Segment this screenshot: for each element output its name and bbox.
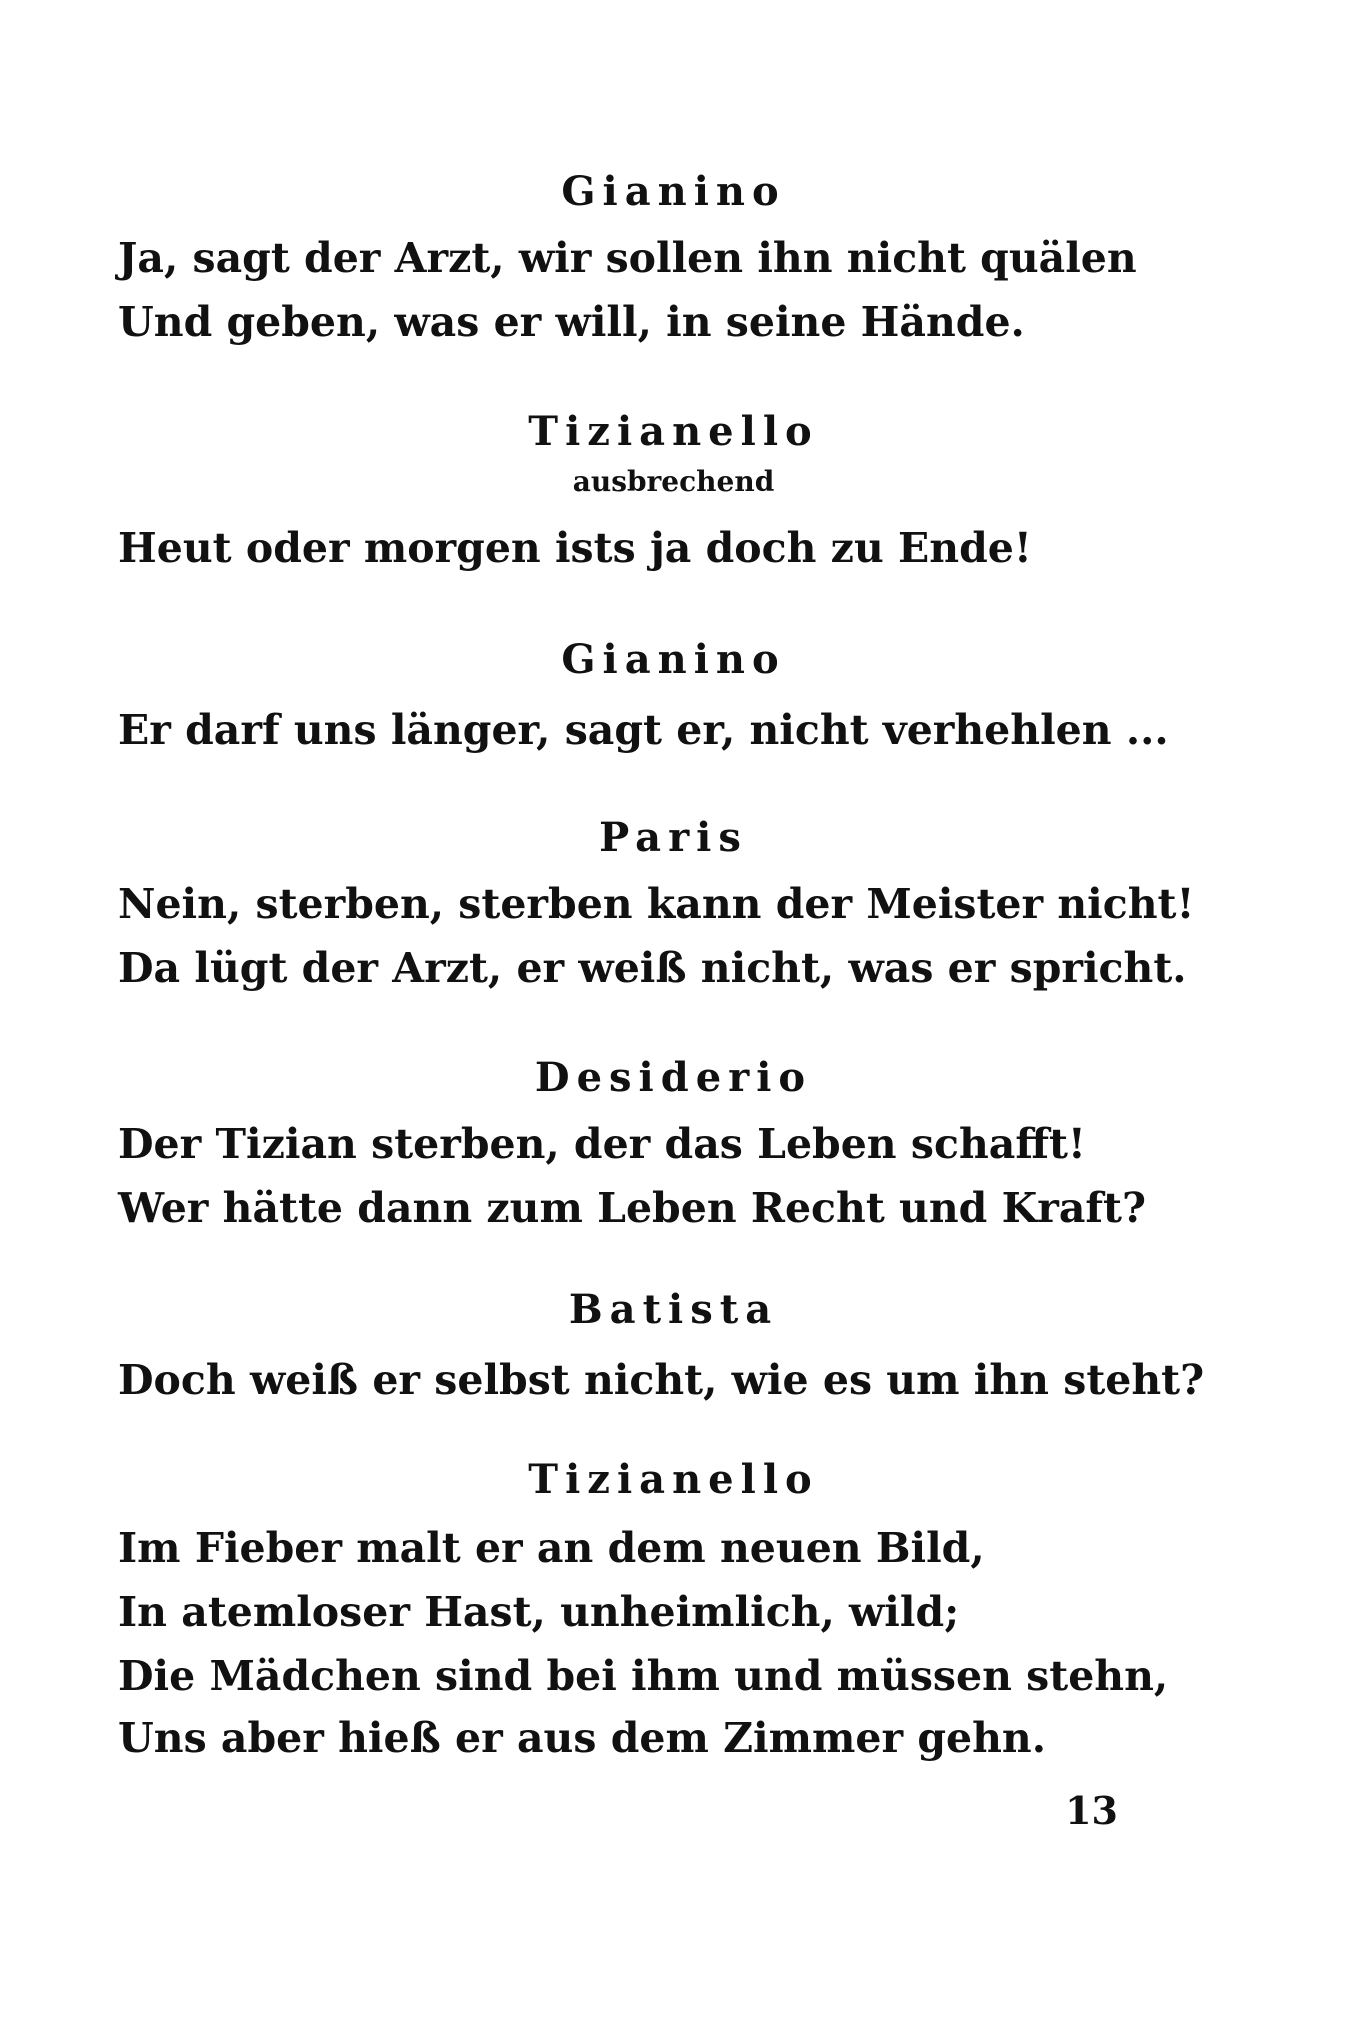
speaker-name: Paris: [599, 814, 748, 861]
speaker-name: Gianino: [561, 636, 786, 683]
verse-line: In atemloser Hast, unheimlich, wild;: [118, 1588, 960, 1636]
verse-line: Die Mädchen sind bei ihm und müssen stehn,: [118, 1652, 1169, 1700]
verse-line: Der Tizian sterben, der das Leben schafft!: [118, 1120, 1086, 1168]
verse-line: Ja, sagt der Arzt, wir sollen ihn nicht quälen: [118, 234, 1137, 282]
speaker-name: Desiderio: [534, 1054, 813, 1101]
verse-line: Uns aber hieß er aus dem Zimmer gehn.: [118, 1714, 1046, 1762]
verse-line: Da lügt der Arzt, er weiß nicht, was er spricht.: [118, 944, 1187, 992]
verse-line: Heut oder morgen ists ja doch zu Ende!: [118, 524, 1032, 572]
verse-line: Nein, sterben, sterben kann der Meister nicht!: [118, 880, 1195, 928]
stage-direction: ausbrechend: [572, 465, 775, 498]
speaker-name: Batista: [568, 1286, 779, 1333]
verse-line: Im Fieber malt er an dem neuen Bild,: [118, 1524, 985, 1572]
verse-line: Und geben, was er will, in seine Hände.: [118, 298, 1025, 346]
speaker-name: Gianino: [561, 168, 786, 215]
verse-line: Er darf uns länger, sagt er, nicht verhehlen ...: [118, 706, 1169, 754]
verse-line: Wer hätte dann zum Leben Recht und Kraft?: [118, 1184, 1147, 1232]
page-number: 13: [1065, 1788, 1118, 1833]
speaker-name: Tizianello: [528, 1456, 819, 1503]
speaker-name: Tizianello: [528, 408, 819, 455]
verse-line: Doch weiß er selbst nicht, wie es um ihn steht?: [118, 1356, 1205, 1404]
